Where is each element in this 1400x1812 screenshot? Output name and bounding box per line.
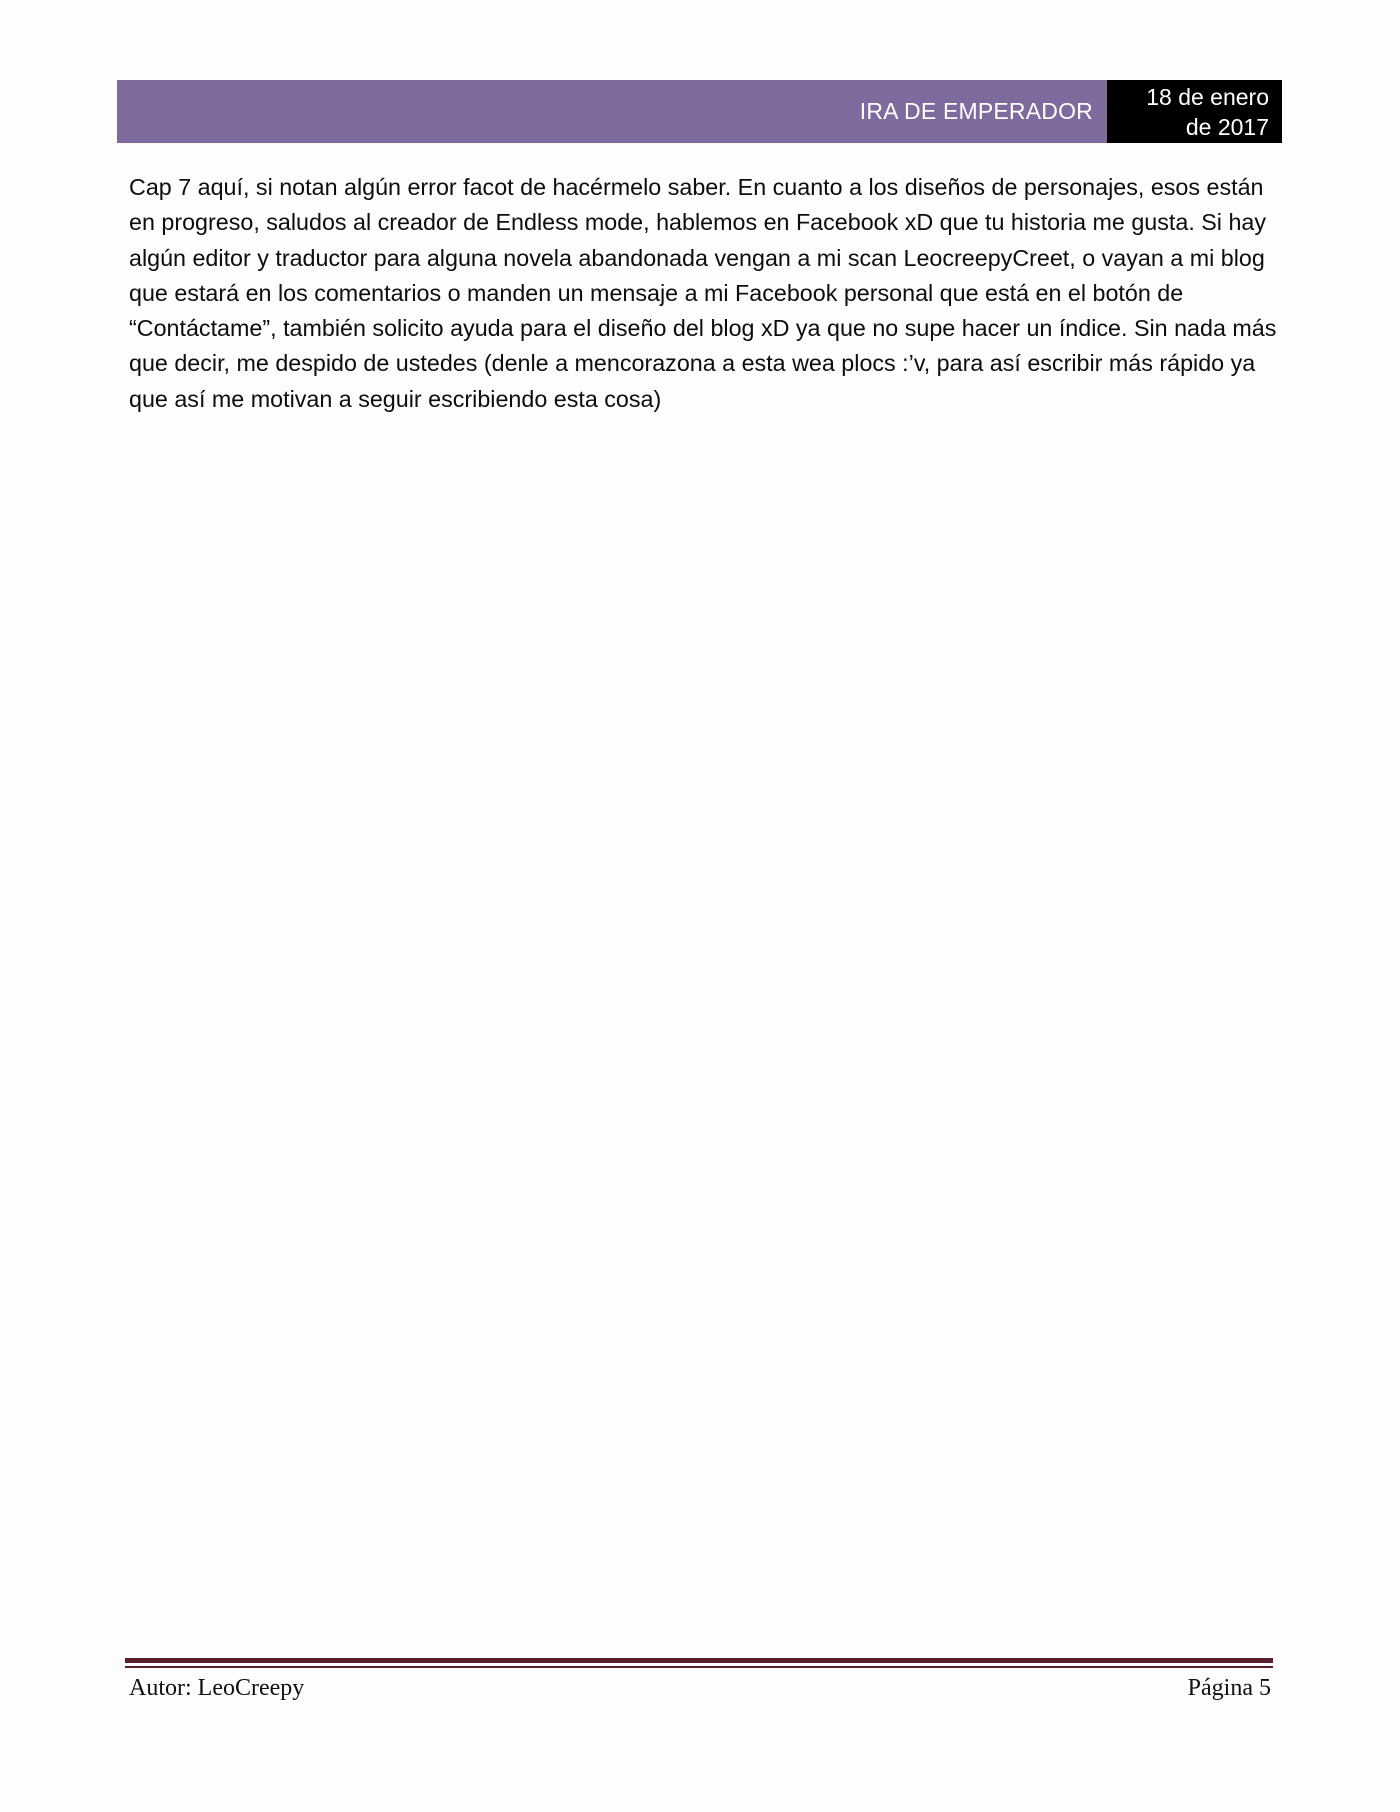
header-date-line1: 18 de enero — [1146, 84, 1269, 110]
footer-rule-thin — [125, 1666, 1273, 1668]
footer-rule-thick — [125, 1658, 1273, 1663]
header-date-line2: de 2017 — [1185, 114, 1269, 140]
footer-page-number: Página 5 — [1187, 1675, 1271, 1701]
footer-author: Autor: LeoCreepy — [129, 1675, 305, 1701]
document-title: IRA DE EMPERADOR — [859, 98, 1093, 124]
body-paragraph: Cap 7 aquí, si notan algún error facot de hacérmelo saber. En cuanto a los diseños de personajes, esos están en progreso, saludos al creador de Endless mode, hablemos en Facebook xD que tu historia me gusta. Si hay algún editor y traductor para alguna novela abandonada vengan a mi scan LeocreepyCreet, o vayan a mi blog que estará en los comentarios o manden un mensaje a mi Facebook personal que está en el botón de “Contáctame”, también solicito ayuda para el diseño del blog xD ya que no supe hacer un índice. Sin nada más que decir, me despido de ustedes (denle a mencorazona a esta wea plocs :’v, para así escribir más rápido ya que así me motivan a seguir escribiendo esta cosa) — [129, 174, 1277, 412]
header-date-box — [1107, 80, 1282, 143]
header-bar — [117, 80, 1107, 143]
